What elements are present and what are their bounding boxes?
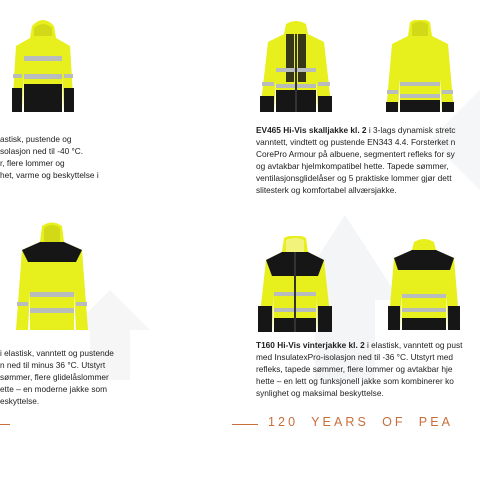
description-top-left xyxy=(0,133,99,181)
text-line: i elastisk, vanntett og pustende xyxy=(0,348,114,358)
text-line: astisk, pustende og xyxy=(0,134,72,144)
product-title-ev465: EV465 Hi-Vis skalljakke kl. 2 xyxy=(256,125,367,135)
text-line: refleks, tapede sømmer, flere lommer og avtakbar hje xyxy=(256,364,453,374)
ev465-jacket-back xyxy=(384,20,456,114)
text-line: synlighet og maksimal beskyttelse. xyxy=(256,388,384,398)
text-line: het, varme og beskyttelse i xyxy=(0,170,99,180)
footer-tagline: 120 YEARS OF PEA xyxy=(268,415,454,429)
description-bottom-left xyxy=(0,347,114,407)
text-line: og avtakbar hjelmkompatibel hette. Tapede sømmer, xyxy=(256,161,449,171)
text-line: med InsulatexPro-isolasjon ned til -36 °C. Utstyrt med xyxy=(256,352,453,362)
jacket-back-top-left xyxy=(10,16,76,116)
text-line: hette – en lett og funksjonell jakke som kombinerer ko xyxy=(256,376,454,386)
text-line: sømmer, flere glidelåslommer xyxy=(0,372,109,382)
footer-rule-mid xyxy=(232,424,258,425)
text-line: CorePro Armour på albuene, segmentert refleks for sy xyxy=(256,149,455,159)
text-line: i elastisk, vanntett og pust xyxy=(364,340,463,350)
text-line: r, flere lommer og xyxy=(0,158,65,168)
description-t160 xyxy=(256,339,462,399)
jacket-back-bottom-left xyxy=(14,222,90,334)
t160-jacket-front xyxy=(256,236,334,334)
footer-rule-left xyxy=(0,424,10,425)
t160-jacket-back xyxy=(386,236,462,332)
product-title-t160: T160 Hi-Vis vinterjakke kl. 2 xyxy=(256,340,365,350)
description-ev465 xyxy=(256,124,456,196)
text-line: eskyttelse. xyxy=(0,396,40,406)
text-line: n ned til minus 36 °C. Utstyrt xyxy=(0,360,106,370)
text-line: i 3-lags dynamisk stretc xyxy=(366,125,456,135)
text-line: vanntett, vindtett og pustende EN343 4.4. Forsterket n xyxy=(256,137,456,147)
text-line: solasjon ned til -40 °C. xyxy=(0,146,84,156)
text-line: slitesterk og komfortabel allværsjakke. xyxy=(256,185,397,195)
text-line: ette – en moderne jakke som xyxy=(0,384,107,394)
ev465-jacket-front xyxy=(258,20,334,115)
text-line: ventilasjonsglidelåser og 5 praktiske lommer gjør dett xyxy=(256,173,452,183)
